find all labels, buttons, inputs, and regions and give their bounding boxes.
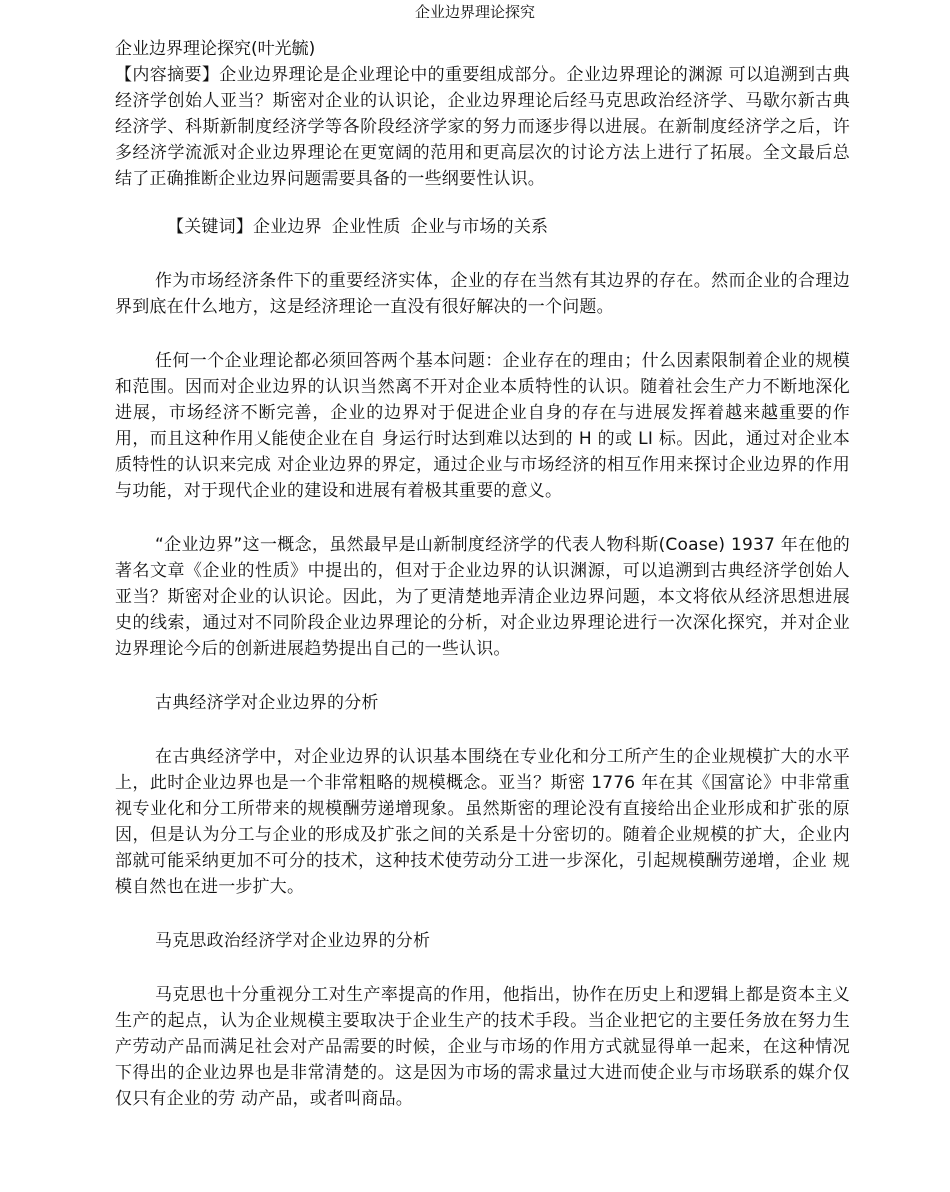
keyword-item: 企业边界 — [253, 217, 322, 237]
keyword-item: 企业与市场的关系 — [410, 217, 549, 237]
section-heading: 古典经济学对企业边界的分析 — [155, 693, 379, 713]
abstract-paragraph: 【内容摘要】企业边界理论是企业理论中的重要组成部分。企业边界理论的渊源 可以追溯到古典经济学创始人亚当？斯密对企业的认识论，企业边界理论后经马克思政治经济学、马歇尔新古典经济学、科斯新制度经济学等各阶段经济学家的努力而逐步得以进展。在新制度经济学之后，许多经济学流派对企业边界理论在更宽阔的范用和更高层次的讨论方法上进行了拓展。全文最后总结了正确推断企业边界问题需要具备的一些纲要性认识。 — [115, 65, 850, 189]
section-paragraph: 马克思也十分重视分工对生产率提高的作用，他指出，协作在历史上和逻辑上都是资本主义生产的起点，认为企业规模主要取决于企业生产的技术手段。当企业把它的主要任务放在努力生产劳动产品而满足社会对产品需要的时候，企业与市场的作用方式就显得单一起来，在这种情况下得出的企业边界也是非常清楚的。这是因为市场的需求量过大进而使企业与市场联系的媒介仅仅只有企业的劳 动产品，或者叫商品。 — [115, 985, 850, 1109]
intro-paragraph: 作为市场经济条件下的重要经济实体，企业的存在当然有其边界的存在。然而企业的合理边界到底在什么地方，这是经济理论一直没有很好解决的一个问题。 — [115, 271, 850, 317]
keywords-label: 【关键词】 — [167, 217, 253, 237]
keyword-item: 企业性质 — [331, 217, 401, 237]
section-heading: 马克思政治经济学对企业边界的分析 — [155, 931, 431, 951]
keywords-line — [115, 214, 850, 240]
body-paragraph: “企业边界”这一概念，虽然最早是山新制度经济学的代表人物科斯(Coase) 1937 年在他的著名文章《企业的性质》中提出的，但对于企业边界的认识渊源，可以追溯到古典经济学创始人亚当？斯密对企业的认识论。因此，为了更清楚地弄清企业边界问题，本文将依从经济思想进展史的线索，通过对不同阶段企业边界理论的分析，对企业边界理论进行一次深化探究，并对企业边界理论今后的创新进展趋势提出自己的一些认识。 — [115, 535, 850, 659]
document-title: 企业边界理论探究(叶光毓) — [115, 39, 316, 59]
document-body — [115, 36, 850, 1112]
section-paragraph: 在古典经济学中，对企业边界的认识基本围绕在专业化和分工所产生的企业规模扩大的水平上，此时企业边界也是一个非常粗略的规模概念。亚当？斯密 1776 年在其《国富论》中非常重视专业化和分工所带来的规模酬劳递增现象。虽然斯密的理论没有直接给出企业形成和扩张的原因，但是认为分工与企业的形成及扩张之间的关系是十分密切的。随着企业规模的扩大，企业内部就可能采纳更加不可分的技术，这种技术使劳动分工进一步深化，引起规模酬劳递增，企业 规模自然也在进一步扩大。 — [115, 747, 850, 897]
running-header: 企业边界理论探究 — [414, 3, 535, 21]
body-paragraph: 任何一个企业理论都必须回答两个基本问题：企业存在的理由；什么因素限制着企业的规模和范围。因而对企业边界的认识当然离不开对企业本质特性的认识。随着社会生产力不断地深化进展，市场经济不断完善，企业的边界对于促进企业自身的存在与进展发挥着越来越重要的作用，而且这种作用乂能使企业在自 身运行时达到难以达到的 H 的或 LI 标。因此，通过对企业本质特性的认识来完成 对企业边界的界定，通过企业与市场经济的相互作用来探讨企业边界的作用与功能，对于现代企业的建设和进展有着极其重要的意义。 — [115, 351, 850, 501]
